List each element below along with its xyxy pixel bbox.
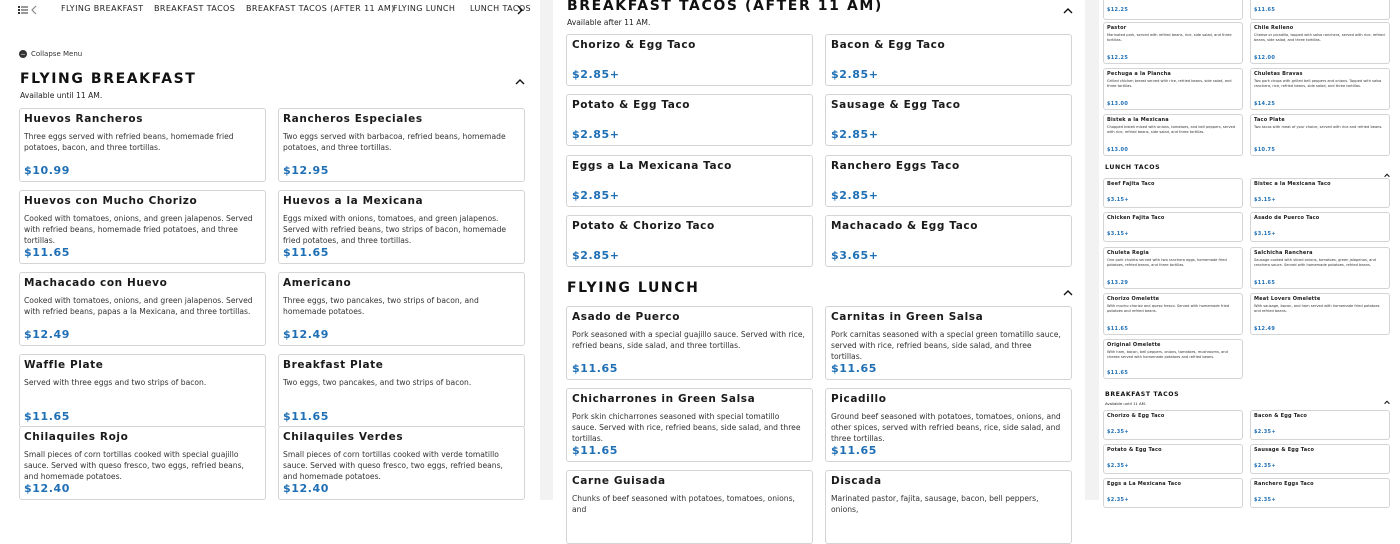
menu-item-description: With ham, bacon, bell peppers, onions, tomatoes, mushrooms, and cheese served with homemade potatoes and refried beans. (1107, 350, 1228, 359)
menu-item-description: One pork chuleta served with two ranchero eggs, homemade fried potatoes, refried beans, and three tortillas. (1107, 258, 1227, 267)
menu-item-name: Bacon & Egg Taco (831, 39, 946, 51)
section-subtitle-flying-breakfast: Available until 11 AM. (20, 91, 103, 100)
menu-panel-tacos-lunch (553, 0, 1085, 514)
menu-item-description: Small pieces of corn tortillas cooked with verde tomatillo sauce. Served with queso fresco, two eggs, refried beans, and homemade potatoes. (283, 450, 503, 481)
menu-item-card[interactable] (1103, 444, 1243, 474)
menu-item-description: Two pork chops with grilled bell peppers and onions. Topped with salsa ranchera, rice, refried beans, side salad, and three tortillas. (1254, 79, 1382, 88)
menu-item-card[interactable] (1250, 247, 1390, 289)
menu-panel-mini (1099, 0, 1400, 503)
menu-item-name: Potato & Egg Taco (572, 99, 691, 111)
menu-item-description: Pork seasoned with a special guajillo sauce. Served with rice, refried beans, side salad, and three tortillas. (572, 330, 805, 350)
menu-item-name: Huevos a la Mexicana (283, 195, 424, 207)
menu-item-card[interactable] (1250, 22, 1390, 64)
menu-item-price: $2.35+ (1254, 497, 1276, 503)
menu-item-name: Chile Relleno (1254, 25, 1294, 31)
menu-item-description: With mucho chorizo and queso fresco. Served with homemade fried potatoes and refried beans. (1107, 304, 1230, 313)
menu-item-card[interactable] (1250, 178, 1390, 208)
menu-item-card[interactable] (278, 108, 525, 182)
menu-item-card[interactable] (278, 426, 525, 500)
menu-item-card[interactable] (825, 94, 1072, 146)
menu-item-name: Original Omelette (1107, 342, 1161, 348)
menu-item-card[interactable] (278, 190, 525, 264)
menu-item-description: Two eggs, two pancakes, and two strips of bacon. (283, 378, 472, 387)
nav-link-flying-lunch[interactable]: FLYING LUNCH (393, 4, 456, 13)
menu-item-name: Sausage & Egg Taco (1254, 447, 1315, 453)
menu-item-price: $2.85+ (572, 249, 620, 262)
menu-item-price: $2.85+ (831, 128, 879, 141)
menu-item-name: Beef Fajita Taco (1107, 181, 1155, 187)
menu-item-price: $11.65 (1107, 370, 1129, 376)
menu-item-description: Sausage cooked with sliced onions, tomatoes, green jalapenos, and ranchero sauce. Served with homemade potatoes, refried beans. (1254, 258, 1376, 267)
menu-item-name: Bacon & Egg Taco (1254, 413, 1308, 419)
menu-item-price: $11.65 (1254, 280, 1276, 286)
menu-item-name: Machacado & Egg Taco (831, 220, 979, 232)
menu-item-name: Chuletas Bravas (1254, 71, 1303, 77)
menu-item-description: Marinated pork, served with refried beans, rice, side salad, and three tortillas. (1107, 33, 1232, 42)
menu-item-name: Huevos Rancheros (24, 113, 144, 125)
menu-item-name: Chorizo Omelette (1107, 296, 1160, 302)
menu-item-price: $13.00 (1107, 147, 1129, 153)
menu-item-price: $11.65 (831, 444, 878, 457)
nav-link-flying-breakfast[interactable]: FLYING BREAKFAST (61, 4, 144, 13)
menu-item-description: Served with three eggs and two strips of bacon. (24, 378, 207, 387)
menu-item-card[interactable] (1103, 0, 1243, 20)
panel-gutter (540, 0, 553, 500)
menu-item-price: $11.65 (1254, 7, 1276, 13)
menu-item-card[interactable] (566, 388, 813, 462)
menu-item-description: Ground beef seasoned with potatoes, tomatoes, onions, and other spices, served with refried beans, rice, side salad, and three tortillas. (831, 412, 1061, 443)
menu-item-name: Sausage & Egg Taco (831, 99, 961, 111)
menu-item-price: $11.65 (283, 410, 330, 423)
menu-item-name: Potato & Egg Taco (1107, 447, 1162, 453)
nav-link-lunch-tacos-clip (470, 0, 532, 20)
menu-item-card[interactable] (825, 388, 1072, 462)
section-title-breakfast-tacos-after: BREAKFAST TACOS (AFTER 11 AM) (567, 0, 883, 14)
menu-item-name: Salchicha Ranchera (1254, 250, 1313, 256)
chevron-up-icon[interactable] (1384, 163, 1392, 171)
menu-item-name: Ranchero Eggs Taco (831, 160, 960, 172)
menu-item-price: $11.65 (24, 246, 71, 259)
menu-item-price: $11.65 (24, 410, 71, 423)
menu-item-card[interactable] (19, 190, 266, 264)
menu-item-card[interactable] (1103, 339, 1243, 379)
menu-item-description: Chunks of beef seasoned with potatoes, tomatoes, onions, and (572, 494, 795, 514)
menu-item-name: Taco Plate (1254, 117, 1285, 123)
menu-item-card[interactable] (1103, 293, 1243, 335)
menu-item-price: $2.35+ (1107, 463, 1129, 469)
menu-item-card[interactable] (19, 272, 266, 346)
menu-item-price: $12.40 (24, 482, 71, 495)
menu-item-price: $2.35+ (1107, 429, 1129, 435)
menu-item-card[interactable] (1103, 212, 1243, 242)
menu-item-name: Bistek a la Mexicana (1107, 117, 1169, 123)
menu-item-card[interactable] (19, 108, 266, 182)
menu-item-description: Cooked with tomatoes, onions, and green jalapenos. Served with refried beans, homemade fried potatoes, and three tortillas. (24, 214, 253, 245)
menu-item-name: Discada (831, 475, 882, 487)
menu-item-description: Pork carnitas seasoned with a special green tomatillo sauce, served with rice, refried beans, side salad, and three tortillas. (831, 330, 1061, 361)
menu-item-description: Cheese or picadillo, topped with salsa ranchera, served with rice, refried beans, side salad, and three tortillas. (1254, 33, 1385, 42)
menu-item-card[interactable] (566, 306, 813, 380)
section-title-flying-lunch: FLYING LUNCH (567, 280, 700, 296)
menu-item-description: With sausage, bacon, and ham served with homemade fried potatoes and refried beans. (1254, 304, 1380, 313)
collapse-menu-button[interactable] (19, 50, 82, 58)
menu-item-name: Chuleta Regia (1107, 250, 1149, 256)
menu-item-name: Pechuga a la Plancha (1107, 71, 1171, 77)
nav-link-breakfast-tacos-after[interactable]: BREAKFAST TACOS (AFTER 11 AM) (246, 4, 395, 13)
chevron-up-icon[interactable] (515, 71, 527, 83)
menu-item-name: Americano (283, 277, 352, 289)
collapse-menu-label: Collapse Menu (31, 50, 83, 58)
menu-item-name: Asado de Puerco Taco (1254, 215, 1320, 221)
menu-item-name: Chorizo & Egg Taco (1107, 413, 1165, 419)
menu-item-description: Pork skin chicharrones seasoned with special tomatillo sauce. Served with rice, refried beans, side salad, and three tortillas. (572, 412, 801, 443)
menu-item-name: Potato & Chorizo Taco (572, 220, 715, 232)
menu-item-card[interactable] (825, 215, 1072, 267)
menu-item-name: Chorizo & Egg Taco (572, 39, 696, 51)
menu-item-card[interactable] (1250, 478, 1390, 508)
menu-item-card[interactable] (1250, 0, 1390, 20)
menu-item-card[interactable] (566, 215, 813, 267)
menu-item-card[interactable] (1103, 247, 1243, 289)
menu-item-card[interactable] (1250, 114, 1390, 156)
chevron-up-icon[interactable] (1063, 0, 1075, 12)
menu-item-price: $3.15+ (1107, 197, 1129, 203)
menu-item-description: Small pieces of corn tortillas cooked with special guajillo sauce. Served with queso fresco, two eggs, refried beans, and homemade potatoes. (24, 450, 244, 481)
menu-item-description: Three eggs served with refried beans, homemade fried potatoes, bacon, and three tortillas. (24, 132, 234, 152)
menu-item-name: Eggs a La Mexicana Taco (572, 160, 732, 172)
menu-item-name: Pastor (1107, 25, 1127, 31)
menu-item-card[interactable] (1250, 212, 1390, 242)
menu-item-name: Chicharrones in Green Salsa (572, 393, 756, 405)
panel-gutter (1085, 0, 1099, 500)
menu-item-description: Marinated pastor, fajita, sausage, bacon, bell peppers, onions, (831, 494, 1039, 514)
menu-item-price: $13.29 (1107, 280, 1129, 286)
menu-item-card[interactable] (1103, 410, 1243, 440)
nav-link-breakfast-tacos[interactable]: BREAKFAST TACOS (154, 4, 236, 13)
menu-item-card[interactable] (1250, 410, 1390, 440)
menu-item-description: Chopped bistek mixed with onions, tomatoes, and bell peppers, served with rice, refried beans, side salad, and three tortillas. (1107, 125, 1236, 134)
menu-panel-breakfast (0, 0, 540, 500)
menu-item-name: Meat Lovers Omelette (1254, 296, 1321, 302)
menu-item-card[interactable] (1103, 478, 1243, 508)
menu-item-card[interactable] (278, 272, 525, 346)
menu-item-price: $3.15+ (1254, 197, 1276, 203)
menu-item-price: $3.15+ (1107, 231, 1129, 237)
menu-item-price: $11.65 (283, 246, 330, 259)
menu-item-name: Picadillo (831, 393, 887, 405)
menu-item-price: $12.49 (1254, 326, 1276, 332)
menu-item-price: $14.25 (1254, 101, 1276, 107)
menu-item-card[interactable] (1103, 178, 1243, 208)
menu-item-price: $11.65 (572, 362, 619, 375)
menu-item-price: $12.00 (1254, 55, 1276, 61)
menu-item-name: Ranchero Eggs Taco (1254, 481, 1314, 487)
menu-item-price: $3.65+ (831, 249, 879, 262)
menu-item-card[interactable] (1250, 444, 1390, 474)
menu-item-price: $12.49 (24, 328, 71, 341)
menu-item-card[interactable] (825, 155, 1072, 207)
menu-item-card[interactable] (1250, 293, 1390, 335)
menu-item-card[interactable] (566, 94, 813, 146)
menu-item-price: $2.85+ (831, 68, 879, 81)
menu-item-name: Chicken Fajita Taco (1107, 215, 1165, 221)
menu-item-description: Three eggs, two pancakes, two strips of bacon, and homemade potatoes. (283, 296, 479, 316)
menu-item-card[interactable] (566, 34, 813, 86)
menu-item-price: $2.35+ (1254, 429, 1276, 435)
menu-item-price: $11.65 (572, 444, 619, 457)
section-title-flying-breakfast: FLYING BREAKFAST (20, 71, 197, 87)
menu-item-description: Two eggs served with barbacoa, refried beans, homemade potatoes, and three tortillas. (283, 132, 506, 152)
menu-item-price: $12.49 (283, 328, 330, 341)
menu-item-card[interactable] (1103, 68, 1243, 110)
menu-item-name: Asado de Puerco (572, 311, 681, 323)
menu-item-price: $11.65 (831, 362, 878, 375)
section-subtitle-breakfast-tacos-after: Available after 11 AM. (567, 18, 651, 27)
menu-item-price: $12.25 (1107, 55, 1129, 61)
menu-item-name: Chilaquiles Verdes (283, 431, 404, 443)
menu-item-price: $12.95 (283, 164, 330, 177)
menu-item-card[interactable] (566, 470, 813, 544)
menu-item-card[interactable] (1250, 68, 1390, 110)
section-subtitle-breakfast-tacos: Available until 11 AM. (1105, 401, 1147, 406)
menu-item-price: $2.85+ (572, 68, 620, 81)
menu-item-price: $2.85+ (831, 189, 879, 202)
menu-item-name: Chilaquiles Rojo (24, 431, 129, 443)
menu-item-price: $11.65 (1107, 326, 1129, 332)
menu-item-card[interactable] (19, 426, 266, 500)
menu-item-name: Huevos con Mucho Chorizo (24, 195, 198, 207)
minus-circle-icon: − (20, 50, 26, 58)
category-nav (0, 0, 540, 20)
menu-item-price: $2.35+ (1254, 463, 1276, 469)
menu-item-card[interactable] (1103, 22, 1243, 64)
menu-item-price: $10.75 (1254, 147, 1276, 153)
section-title-lunch-tacos: LUNCH TACOS (1105, 164, 1161, 171)
menu-item-name: Rancheros Especiales (283, 113, 423, 125)
menu-item-description: Cooked with tomatoes, onions, and green jalapenos. Served with refried beans, papas a la Mexicana, and three tortillas. (24, 296, 253, 316)
menu-item-name: Eggs a La Mexicana Taco (1107, 481, 1182, 487)
menu-item-price: $12.25 (1107, 7, 1129, 13)
menu-item-card[interactable] (566, 155, 813, 207)
menu-item-price: $3.15+ (1254, 231, 1276, 237)
chevron-up-icon[interactable] (1384, 390, 1392, 398)
chevron-up-icon[interactable] (1063, 282, 1075, 294)
menu-item-card[interactable] (1103, 114, 1243, 156)
menu-item-card[interactable] (278, 354, 525, 428)
menu-item-price: $10.99 (24, 164, 71, 177)
menu-item-description: Two tacos with meat of your choice, served with rice and refried beans. (1254, 125, 1383, 129)
menu-item-name: Waffle Plate (24, 359, 104, 371)
chevron-left-icon[interactable] (27, 3, 41, 17)
section-title-breakfast-tacos: BREAKFAST TACOS (1105, 391, 1180, 398)
menu-item-price: $12.40 (283, 482, 330, 495)
menu-item-price: $2.85+ (572, 189, 620, 202)
menu-item-card[interactable] (825, 306, 1072, 380)
menu-item-price: $2.85+ (572, 128, 620, 141)
menu-item-name: Carnitas in Green Salsa (831, 311, 984, 323)
menu-item-price: $13.00 (1107, 101, 1129, 107)
menu-item-name: Bistec a la Mexicana Taco (1254, 181, 1331, 187)
menu-item-price: $2.35+ (1107, 497, 1129, 503)
menu-item-card[interactable] (825, 34, 1072, 86)
menu-item-description: Eggs mixed with onions, tomatoes, and green jalapenos. Served with refried beans, two strips of bacon, homemade fried potatoes, and three tortillas. (283, 214, 507, 245)
menu-item-card[interactable] (19, 354, 266, 428)
menu-item-card[interactable] (825, 470, 1072, 544)
nav-link-lunch-tacos[interactable]: LUNCH TACOS (470, 4, 532, 13)
chevron-right-icon[interactable] (513, 3, 527, 17)
menu-item-name: Carne Guisada (572, 475, 666, 487)
menu-item-description: Grilled chicken breast served with rice, refried beans, side salad, and three tortillas. (1107, 79, 1232, 88)
menu-item-name: Machacado con Huevo (24, 277, 168, 289)
menu-item-name: Breakfast Plate (283, 359, 384, 371)
